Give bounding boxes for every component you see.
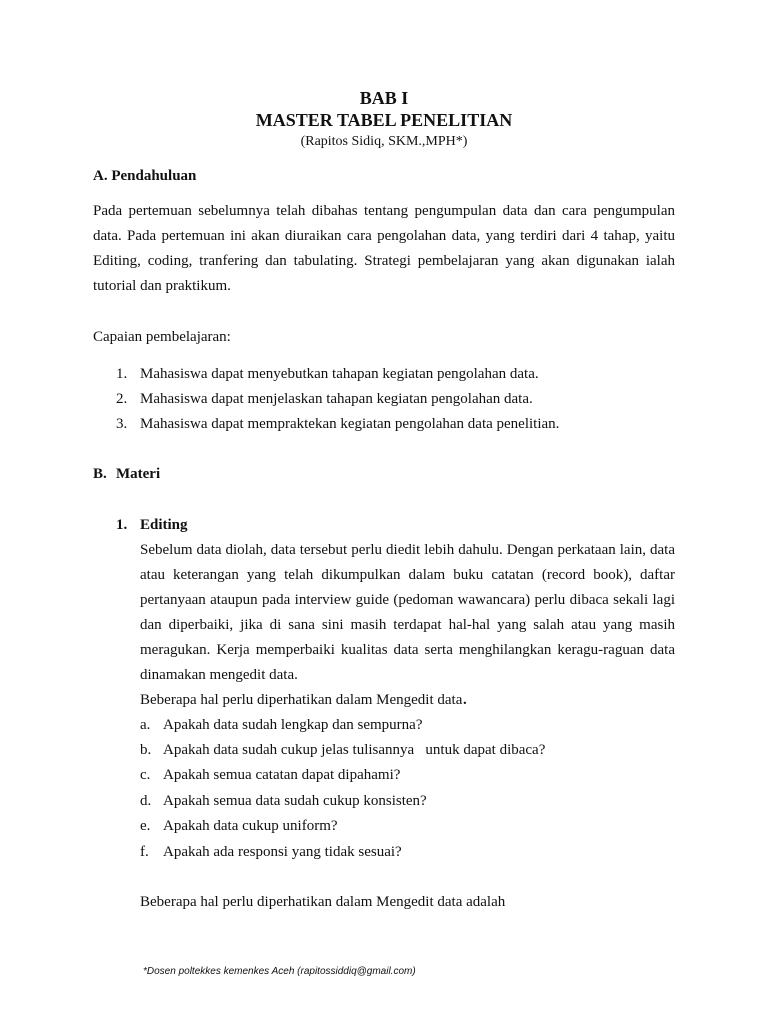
author-line: (Rapitos Sidiq, SKM.,MPH*) (300, 134, 468, 149)
editing-title: Editing (140, 517, 188, 533)
outcome-text: Mahasiswa dapat menjelaskan tahapan kegiatan pengolahan data. (140, 391, 533, 407)
check-text: Apakah ada responsi yang tidak sesuai? (163, 844, 402, 860)
check-letter: e. (140, 818, 151, 834)
outcome-number: 2. (116, 391, 128, 407)
section-b-number: B. (93, 466, 107, 482)
outcome-text: Mahasiswa dapat menyebutkan tahapan kegiatan pengolahan data. (140, 366, 539, 382)
section-b-title: Materi (116, 466, 161, 482)
editing-paragraph: Sebelum data diolah, data tersebut perlu diedit lebih dahulu. Dengan perkataan lain, data atau keterangan yang telah dikumpulkan dalam buku catatan (record book), daftar pertanyaan ataupun pada interview guide (pedoman wawancara) perlu dibaca sekali lagi dan diperbaiki, jika di sana sini masih terdapat hal-hal yang salah atau yang masih meragukan. Kerja memperbaiki kualitas data serta menghilangkan keragu-raguan data dinamakan mengedit data. (140, 542, 675, 683)
outcome-number: 3. (116, 416, 128, 432)
editing-lead (140, 688, 467, 713)
editing-lead-text: Beberapa hal perlu diperhatikan dalam Mengedit data (140, 692, 463, 708)
check-item (140, 840, 675, 865)
outcome-item (116, 412, 676, 437)
check-item (140, 738, 675, 763)
outcomes-label: Capaian pembelajaran: (93, 329, 231, 345)
check-text: Apakah data sudah lengkap dan sempurna? (163, 717, 423, 733)
check-text: Apakah data cukup uniform? (163, 818, 338, 834)
check-letter: b. (140, 742, 152, 758)
footnote: *Dosen poltekkes kemenkes Aceh (rapitossiddiq@gmail.com) (143, 966, 416, 977)
check-letter: d. (140, 793, 152, 809)
editing-lead-period: . (462, 687, 468, 709)
document-title: MASTER TABEL PENELITIAN (255, 110, 513, 130)
section-a-heading: A. Pendahuluan (93, 168, 197, 184)
check-letter: a. (140, 717, 151, 733)
check-item (140, 789, 675, 814)
check-item (140, 763, 675, 788)
check-item (140, 713, 675, 738)
check-letter: f. (140, 844, 149, 860)
check-letter: c. (140, 767, 151, 783)
chapter-label: BAB I (359, 88, 409, 108)
intro-paragraph: Pada pertemuan sebelumnya telah dibahas tentang pengumpulan data dan cara pengumpulan data. Pada pertemuan ini akan diuraikan cara pengolahan data, yang terdiri dari 4 tahap, yaitu Editing, coding, tranfering dan tabulating. Strategi pembelajaran yang akan digunakan ialah tutorial dan praktikum. (93, 203, 675, 294)
editing-closing: Beberapa hal perlu diperhatikan dalam Mengedit data adalah (140, 894, 506, 910)
outcome-text: Mahasiswa dapat mempraktekan kegiatan pengolahan data penelitian. (140, 416, 560, 432)
check-text: Apakah semua catatan dapat dipahami? (163, 767, 401, 783)
outcome-number: 1. (116, 366, 128, 382)
outcome-item (116, 387, 676, 412)
check-item (140, 814, 675, 839)
editing-heading (116, 517, 316, 537)
outcome-item (116, 362, 676, 387)
editing-number: 1. (116, 517, 128, 533)
check-text: Apakah semua data sudah cukup konsisten? (163, 793, 427, 809)
section-b-heading (93, 466, 293, 486)
check-text: Apakah data sudah cukup jelas tulisannya untuk dapat dibaca? (163, 742, 546, 758)
